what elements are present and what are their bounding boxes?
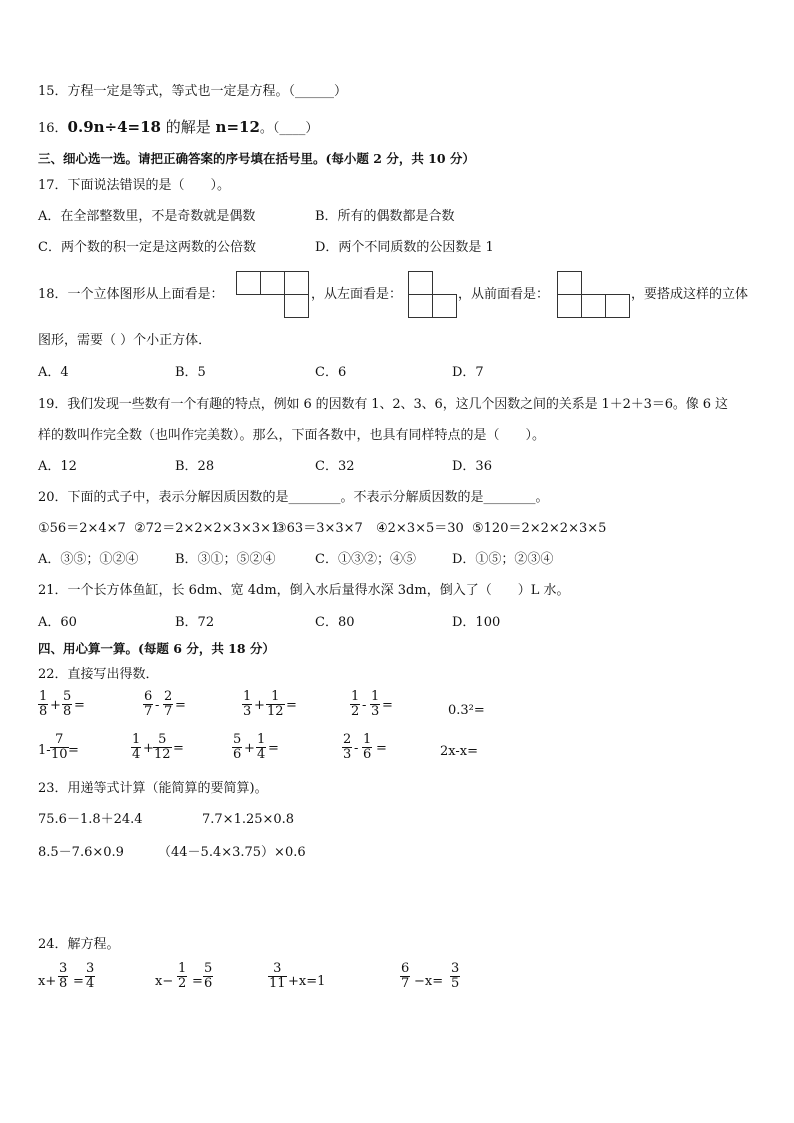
q18-option-a: A．4 xyxy=(38,365,69,380)
q23-expr-1: 75.6－1.8＋24.4 xyxy=(38,812,143,827)
q22-r2-expr-5: 2x-x= xyxy=(440,744,478,759)
q19-option-a: A．12 xyxy=(38,459,77,474)
q16-expr: 0.9n÷4=18 xyxy=(67,118,161,136)
q15-text: 15．方程一定是等式，等式也一定是方程。（______） xyxy=(38,84,348,99)
q20-item-4: ④2×3×5＝30 xyxy=(376,521,464,536)
q20-item-1: ①56＝2×4×7 xyxy=(38,521,126,536)
q20-option-b: B．③①；⑤②④ xyxy=(175,552,276,567)
q21-stem: 21．一个长方体鱼缸，长 6dm、宽 4dm，倒入水后量得水深 3dm，倒入了（ ）L 水。 xyxy=(38,583,570,598)
q20-option-a: A．③⑤；①②④ xyxy=(38,552,139,567)
front-view-figure xyxy=(557,271,631,319)
q17-stem: 17．下面说法错误的是（ ）。 xyxy=(38,178,231,193)
q22-stem: 22．直接写出得数． xyxy=(38,667,159,682)
q18-part4: ，要搭成这样的立体 xyxy=(631,287,749,302)
q21-option-a: A．60 xyxy=(38,615,77,630)
q18-option-c: C．6 xyxy=(315,365,347,380)
q19-option-c: C．32 xyxy=(315,459,355,474)
q20-item-3: ③63＝3×3×7 xyxy=(275,521,363,536)
q16-mid: 的解是 xyxy=(161,118,216,136)
q20-stem: 20．下面的式子中，表示分解因质因数的是________。不表示分解质因数的是________。 xyxy=(38,490,549,505)
q17-option-b: B．所有的偶数都是合数 xyxy=(315,209,455,224)
q16-tail: 。（____） xyxy=(259,121,319,136)
q19-line2: 样的数叫作完全数（也叫作完美数）。那么，下面各数中，也具有同样特点的是（ ）。 xyxy=(38,428,546,443)
q19-option-d: D．36 xyxy=(452,459,492,474)
q24-stem: 24．解方程。 xyxy=(38,937,120,952)
q16 xyxy=(38,119,318,137)
section-4-heading: 四、用心算一算。(每题 6 分，共 18 分） xyxy=(38,641,275,656)
q17-option-d: D．两个不同质数的公因数是 1 xyxy=(315,240,494,255)
q23-expr-3: 8.5－7.6×0.9 xyxy=(38,845,124,860)
q18-part3: ，从前面看是： xyxy=(458,287,550,302)
q17-option-c: C．两个数的积一定是这两数的公倍数 xyxy=(38,240,256,255)
q23-stem: 23．用递等式计算（能简算的要简算)。 xyxy=(38,781,268,796)
top-view-figure xyxy=(236,271,310,319)
q23-expr-2: 7.7×1.25×0.8 xyxy=(202,812,295,827)
q21-option-c: C．80 xyxy=(315,615,355,630)
q21-option-b: B．72 xyxy=(175,615,215,630)
q18-part2: ，从左面看是： xyxy=(311,287,403,302)
left-view-figure xyxy=(408,271,458,319)
q20-option-c: C．①③②；④⑤ xyxy=(315,552,416,567)
q23-expr-4: （44－5.4×3.75）×0.6 xyxy=(158,845,306,860)
q21-option-d: D．100 xyxy=(452,615,501,630)
q17-option-a: A．在全部整数里，不是奇数就是偶数 xyxy=(38,209,256,224)
q18-part1: 18．一个立体图形从上面看是： xyxy=(38,287,224,302)
q20-item-5: ⑤120＝2×2×2×3×5 xyxy=(472,521,607,536)
q18-part5: 图形，需要（ ）个小正方体． xyxy=(38,333,212,348)
q20-option-d: D．①⑤；②③④ xyxy=(452,552,554,567)
q18-option-d: D．7 xyxy=(452,365,484,380)
q22-r1-expr-5: 0.3²= xyxy=(448,703,485,718)
section-3-heading: 三、细心选一选。请把正确答案的序号填在括号里。(每小题 2 分，共 10 分） xyxy=(38,151,475,166)
q19-line1: 19．我们发现一些数有一个有趣的特点，例如 6 的因数有 1、2、3、6，这几个因数之间的关系是 1＋2＋3＝6。像 6 这 xyxy=(38,397,728,412)
q19-option-b: B．28 xyxy=(175,459,215,474)
q18-option-b: B．5 xyxy=(175,365,206,380)
q16-answer: n=12 xyxy=(215,118,260,136)
q16-num: 16． xyxy=(38,121,68,136)
q20-item-2: ②72＝2×2×2×3×3×1 xyxy=(134,521,280,536)
